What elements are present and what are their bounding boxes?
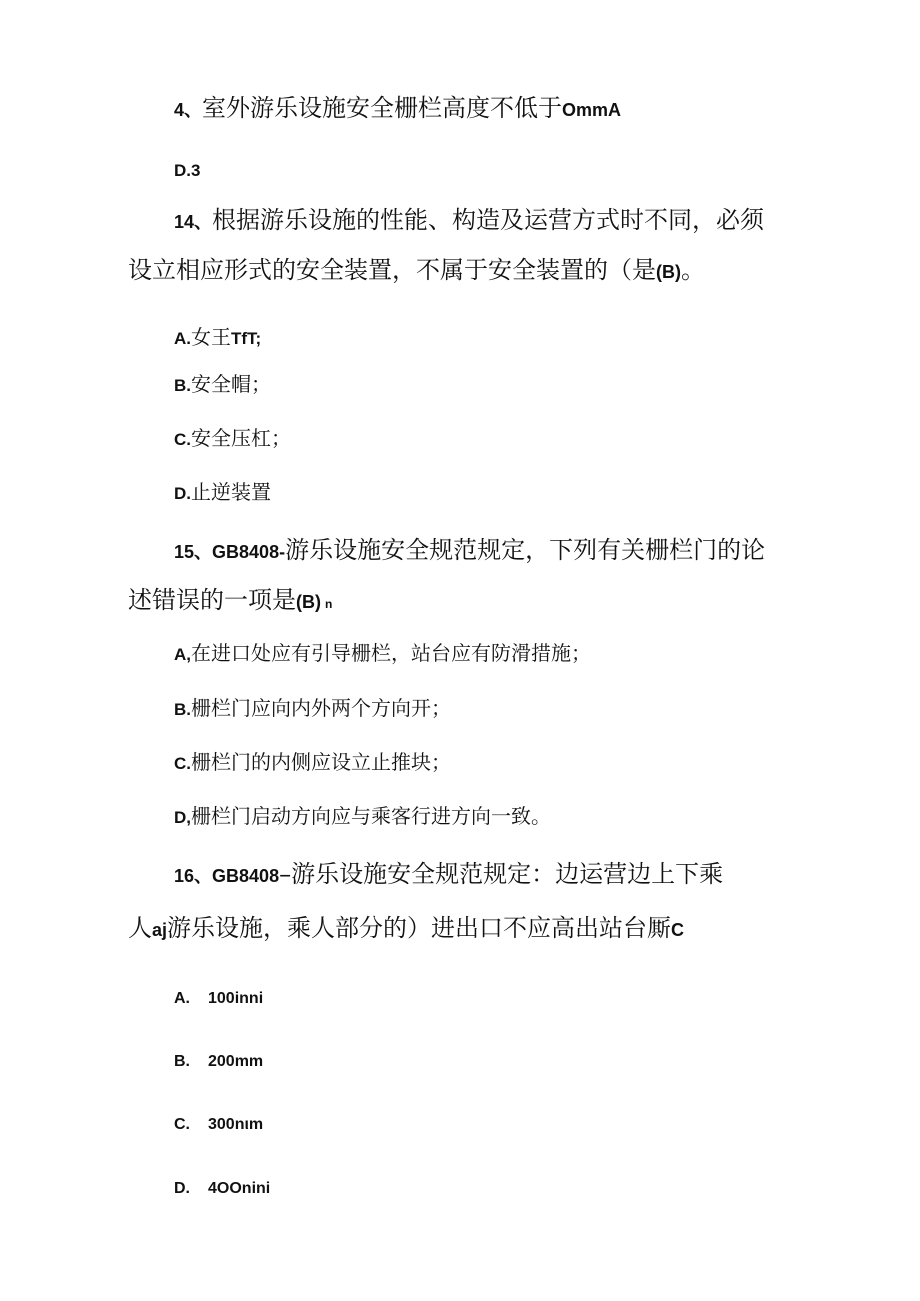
option-b <box>174 698 451 718</box>
option-text: 在进口处应有引导栅栏，站台应有防滑措施； <box>191 641 591 665</box>
answer-mark: (B) <box>296 592 321 612</box>
option-label: A. <box>174 329 191 348</box>
option-b <box>174 374 271 394</box>
option-d <box>174 806 551 826</box>
option-label: A. <box>174 990 190 1007</box>
question-14-line-1 <box>174 208 764 232</box>
question-4 <box>174 96 621 120</box>
option-text: 安全压杠； <box>191 426 291 450</box>
standard-code: GB8408- <box>212 542 286 562</box>
option-a <box>174 327 261 347</box>
question-fragment: aj <box>152 920 168 940</box>
option-c <box>174 752 451 772</box>
question-text: –游乐设施安全规范规定：边运营边上下乘 <box>279 860 724 888</box>
question-text: 设立相应形式的安全装置，不属于安全装置的（是 <box>128 256 656 284</box>
question-text: 人 <box>128 914 152 942</box>
option-a <box>174 643 591 663</box>
standard-code: GB8408 <box>212 866 280 886</box>
option-text: 栅栏门启动方向应与乘客行进方向一致。 <box>191 804 551 828</box>
question-tail: C <box>671 920 685 940</box>
question-text: 根据游乐设施的性能、构造及运营方式时不同，必须 <box>212 206 765 234</box>
question-16-line-2 <box>128 916 684 940</box>
option-text: 安全帽； <box>191 372 271 396</box>
option-d <box>174 482 271 502</box>
option-label: D. <box>174 484 191 503</box>
question-text: 游乐设施，乘人部分的）进出口不应高出站台厮 <box>167 914 672 942</box>
option-d <box>174 1180 270 1197</box>
option-value: 100inni <box>208 990 264 1007</box>
option-b <box>174 1053 263 1070</box>
option-label: C. <box>174 1116 190 1133</box>
question-15-line-1 <box>174 538 765 562</box>
question-number: 16、 <box>174 866 213 886</box>
option-text: 栅栏门的内侧应设立止推块； <box>191 750 451 774</box>
option-text: 栅栏门应向内外两个方向开； <box>191 696 451 720</box>
option-label: B. <box>174 700 191 719</box>
option-tail: TfT; <box>231 329 262 348</box>
question-15-line-2 <box>128 588 332 612</box>
question-14-line-2 <box>128 258 705 282</box>
option-label: A, <box>174 645 191 664</box>
option-value: 300nιm <box>208 1116 264 1133</box>
answer-mark: (B) <box>656 262 681 282</box>
question-end: n <box>325 597 333 611</box>
question-16-line-1 <box>174 862 723 886</box>
question-text: 室外游乐设施安全栅栏高度不低于 <box>202 94 563 122</box>
question-number: 15、 <box>174 542 213 562</box>
question-end: 。 <box>681 256 705 284</box>
option-c <box>174 1116 263 1133</box>
question-4-answer: D.3 <box>174 161 201 180</box>
question-number: 14、 <box>174 212 213 232</box>
option-text: 止逆装置 <box>191 480 271 504</box>
question-number: 4、 <box>174 100 203 120</box>
option-label: B. <box>174 376 191 395</box>
option-label: B. <box>174 1053 190 1070</box>
option-c <box>174 428 291 448</box>
question-tail: OmmA <box>562 100 622 120</box>
question-text: 游乐设施安全规范规定，下列有关栅栏门的论 <box>285 536 766 564</box>
question-text: 述错误的一项是 <box>128 586 296 614</box>
option-label: D. <box>174 1180 190 1197</box>
option-text: 女王 <box>191 325 231 349</box>
option-value: 4OOnini <box>208 1180 271 1197</box>
option-label: C. <box>174 430 191 449</box>
option-a <box>174 990 263 1007</box>
option-label: C. <box>174 754 191 773</box>
option-label: D, <box>174 808 191 827</box>
option-value: 200mm <box>208 1053 264 1070</box>
